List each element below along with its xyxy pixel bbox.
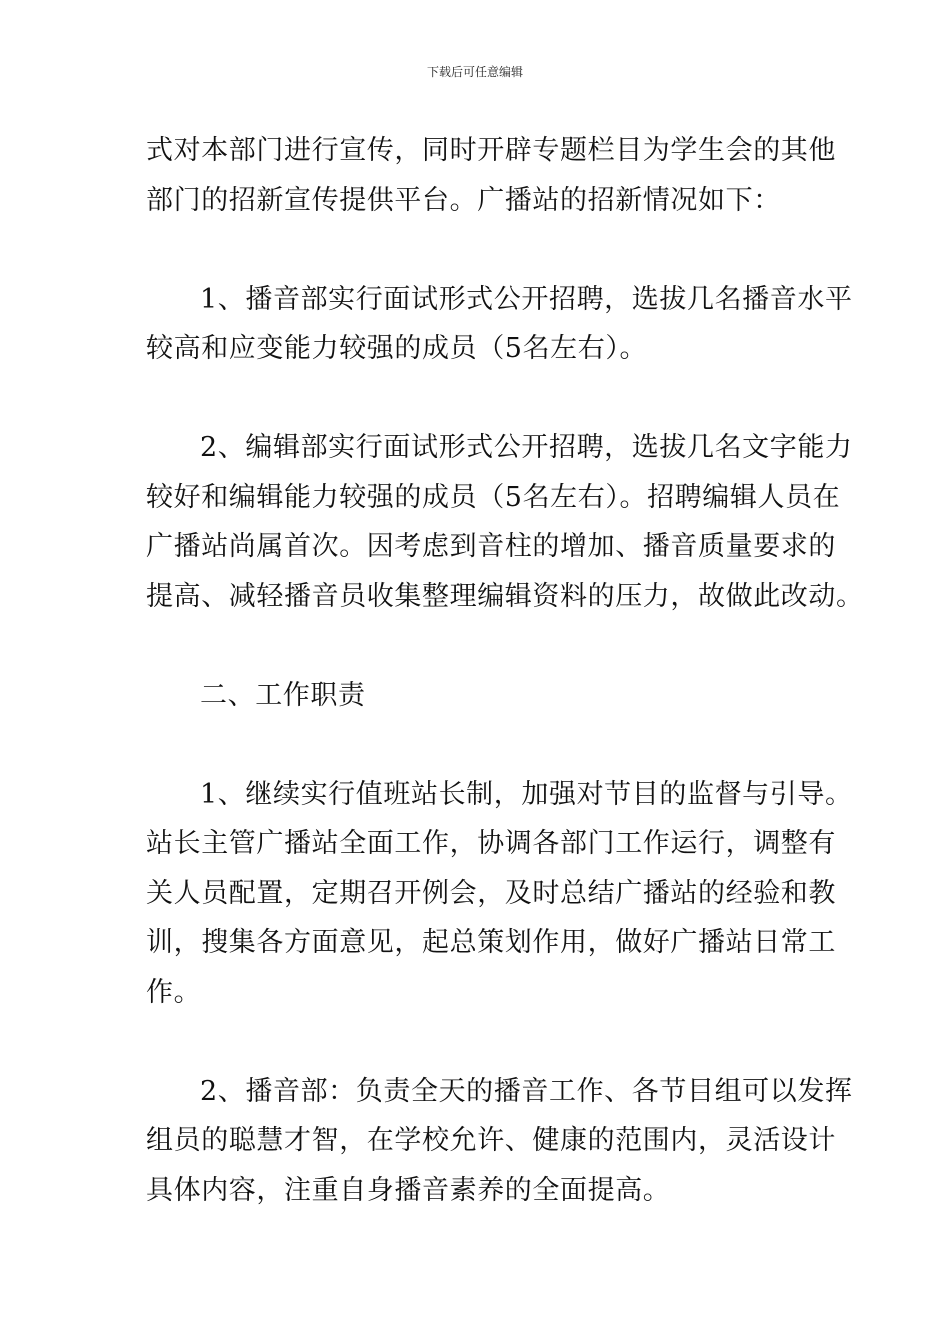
- text-line: 训，搜集各方面意见，起总策划作用，做好广播站日常工: [146, 927, 836, 958]
- paragraph-duty-2-announcer-dept: [146, 1067, 853, 1216]
- text-line: 2、播音部：负责全天的播音工作、各节目组可以发挥: [200, 1075, 853, 1107]
- paragraph-gap: [146, 225, 816, 275]
- paragraph-duty-1-station-manager: [146, 770, 853, 1018]
- paragraph-gap: [146, 374, 816, 424]
- text-line: 较好和编辑能力较强的成员（5名左右）。招聘编辑人员在: [146, 481, 841, 513]
- paragraph-gap: [146, 720, 816, 770]
- text-line: 广播站尚属首次。因考虑到音柱的增加、播音质量要求的: [146, 531, 836, 562]
- paragraph-item-2-editor-recruitment: [146, 423, 864, 621]
- text-line: 1、继续实行值班站长制，加强对节目的监督与引导。: [200, 778, 853, 810]
- text-line: 提高、减轻播音员收集整理编辑资料的压力，故做此改动。: [146, 580, 864, 612]
- text-line: 部门的招新宣传提供平台。广播站的招新情况如下：: [146, 184, 781, 216]
- paragraph-gap: [146, 1017, 816, 1067]
- text-line: 组员的聪慧才智，在学校允许、健康的范围内，灵活设计: [146, 1125, 836, 1156]
- text-line: 关人员配置，定期召开例会，及时总结广播站的经验和教: [146, 877, 836, 909]
- text-line: 作。: [146, 976, 202, 1008]
- paragraph-gap: [146, 621, 816, 671]
- text-line: 1、播音部实行面试形式公开招聘，选拔几名播音水平: [200, 283, 853, 315]
- page-header: 下载后可任意编辑: [426, 65, 523, 79]
- paragraph-item-1-announcer-recruitment: [146, 275, 853, 374]
- text-line: 具体内容，注重自身播音素养的全面提高。: [146, 1174, 671, 1206]
- section-heading-job-duties: [146, 671, 816, 721]
- text-line: 式对本部门进行宣传，同时开辟专题栏目为学生会的其他: [146, 135, 836, 166]
- paragraph-continuation: [146, 126, 836, 225]
- text-line: 站长主管广播站全面工作，协调各部门工作运行，调整有: [146, 828, 836, 859]
- text-line: 2、编辑部实行面试形式公开招聘，选拔几名文字能力: [200, 432, 853, 463]
- document-body: [146, 126, 864, 1215]
- section-heading: 二、工作职责: [200, 679, 366, 711]
- text-line: 较高和应变能力较强的成员（5名左右）。: [146, 333, 648, 364]
